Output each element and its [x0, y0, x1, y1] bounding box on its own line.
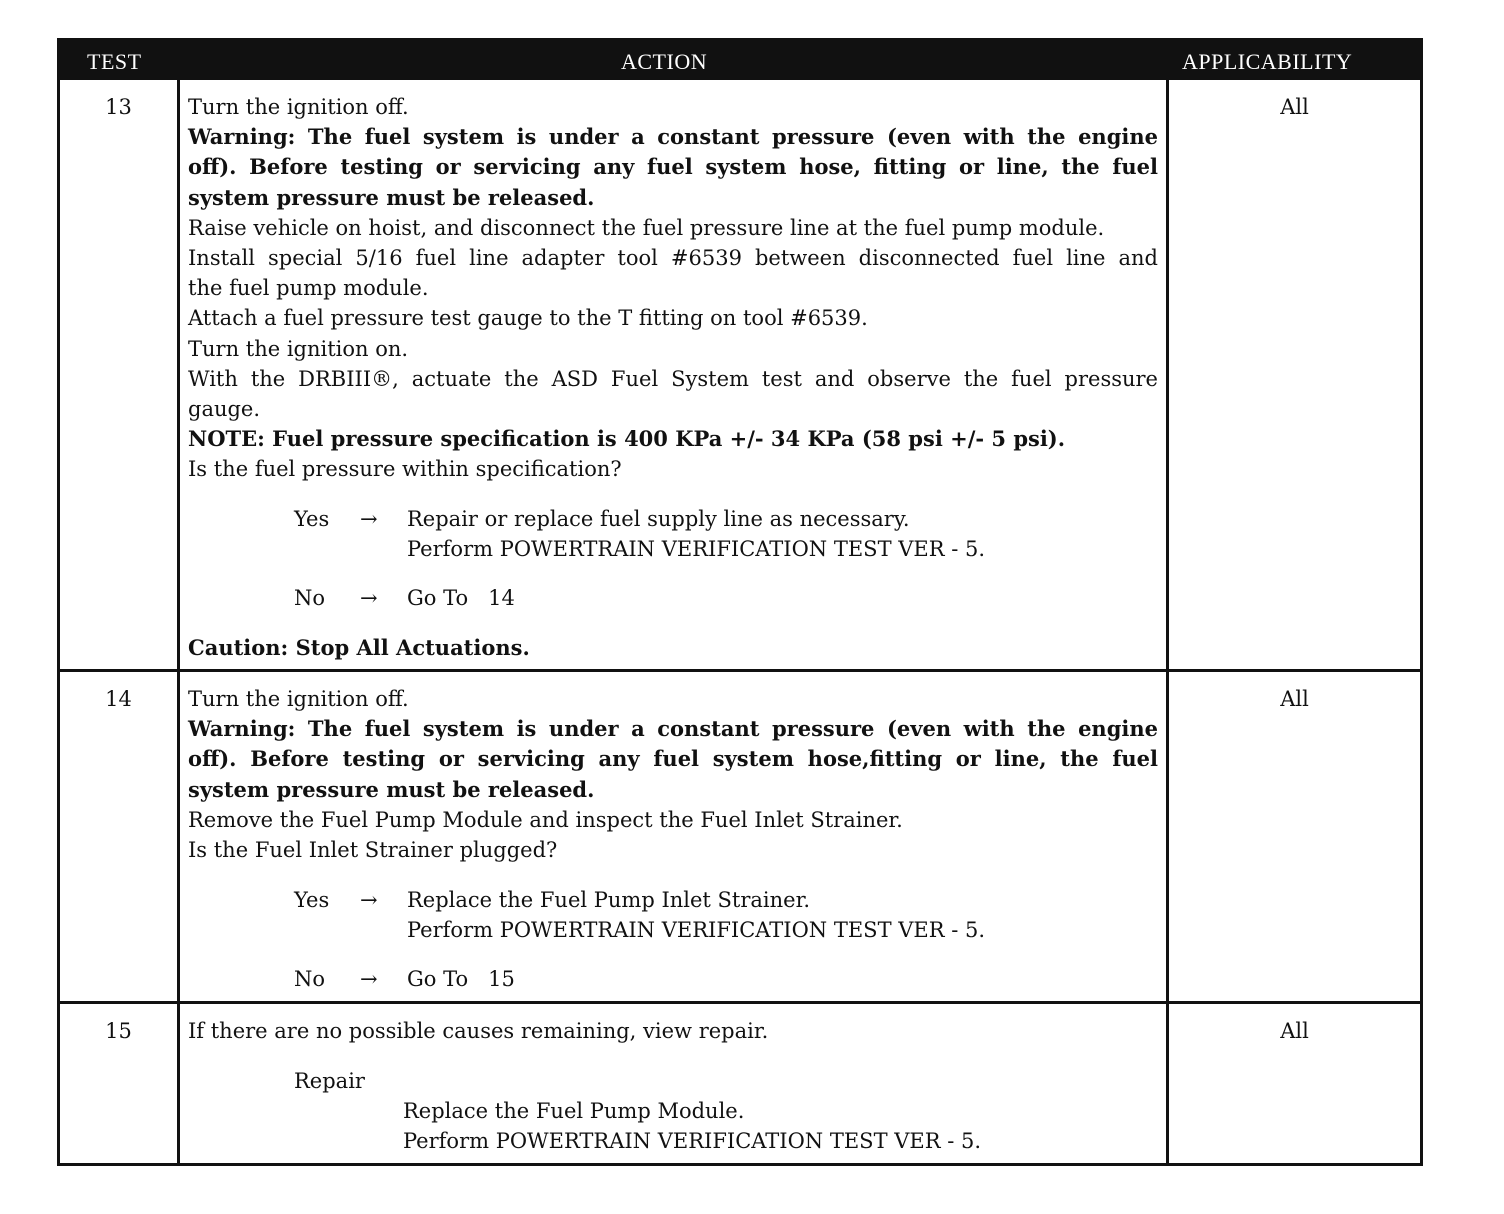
- yes-label: Yes: [294, 888, 330, 912]
- warning-line: Warning: The fuel system is under a constant pressure (even with the engine: [188, 716, 1158, 742]
- action-text: [188, 92, 1158, 485]
- no-label: No: [294, 967, 326, 991]
- diagnostic-test-table: [57, 38, 1423, 1166]
- action-line: gauge.: [188, 397, 261, 422]
- action-text: [188, 684, 1158, 865]
- arrow-icon: →: [360, 888, 378, 912]
- yes-result: Repair or replace fuel supply line as necessary.: [407, 507, 910, 531]
- no-result: Go To 14: [407, 586, 515, 610]
- action-line: Turn the ignition off.: [188, 687, 409, 711]
- action-line: Turn the ignition on.: [188, 336, 409, 361]
- warning-line: system pressure must be released.: [188, 184, 595, 210]
- arrow-icon: →: [360, 586, 378, 610]
- table-header: [60, 41, 1420, 80]
- repair-label: Repair: [294, 1069, 365, 1093]
- question-line: Is the fuel pressure within specification?: [188, 457, 622, 482]
- applicability-value: All: [1280, 687, 1309, 711]
- yes-label: Yes: [294, 507, 330, 531]
- action-line: the fuel pump module.: [188, 276, 429, 301]
- test-number: 14: [105, 687, 132, 711]
- action-line: Attach a fuel pressure test gauge to the T fitting on tool #6539.: [188, 306, 868, 331]
- test-number: 13: [105, 95, 132, 119]
- header-action: ACTION: [621, 49, 708, 74]
- action-line: With the DRBIII®, actuate the ASD Fuel System test and observe the fuel pressure: [188, 366, 1158, 391]
- warning-line: Warning: The fuel system is under a constant pressure (even with the engine: [188, 124, 1158, 150]
- repair-step: Perform POWERTRAIN VERIFICATION TEST VER - 5.: [403, 1129, 982, 1153]
- action-text: [188, 1016, 1158, 1046]
- action-line: Raise vehicle on hoist, and disconnect the fuel pressure line at the fuel pump module.: [188, 215, 1105, 240]
- question-line: Is the Fuel Inlet Strainer plugged?: [188, 838, 558, 863]
- yes-result: Perform POWERTRAIN VERIFICATION TEST VER - 5.: [407, 537, 986, 561]
- no-label: No: [294, 586, 326, 610]
- warning-line: system pressure must be released.: [188, 776, 595, 802]
- applicability-value: All: [1280, 95, 1309, 119]
- arrow-icon: →: [360, 507, 378, 531]
- action-line: Turn the ignition off.: [188, 95, 409, 119]
- action-line: Install special 5/16 fuel line adapter tool #6539 between disconnected fuel line and: [188, 246, 1158, 271]
- action-line: If there are no possible causes remaining, view repair.: [188, 1019, 769, 1043]
- caution-line: Caution: Stop All Actuations.: [188, 635, 530, 660]
- header-applicability: APPLICABILITY: [1182, 49, 1353, 74]
- row-divider: [60, 1001, 1420, 1004]
- test-number: 15: [105, 1019, 132, 1043]
- yes-result: Perform POWERTRAIN VERIFICATION TEST VER - 5.: [407, 918, 986, 942]
- note-line: NOTE: Fuel pressure specification is 400 KPa +/- 34 KPa (58 psi +/- 5 psi).: [188, 426, 1066, 452]
- no-result: Go To 15: [407, 967, 515, 991]
- action-line: Remove the Fuel Pump Module and inspect the Fuel Inlet Strainer.: [188, 807, 903, 832]
- header-test: TEST: [87, 49, 142, 74]
- warning-line: off). Before testing or servicing any fuel system hose,fitting or line, the fuel: [188, 746, 1158, 772]
- repair-step: Replace the Fuel Pump Module.: [403, 1099, 745, 1123]
- yes-result: Replace the Fuel Pump Inlet Strainer.: [407, 888, 810, 912]
- applicability-value: All: [1280, 1019, 1309, 1043]
- warning-line: off). Before testing or servicing any fuel system hose, fitting or line, the fuel: [188, 154, 1158, 180]
- arrow-icon: →: [360, 967, 378, 991]
- row-divider: [60, 669, 1420, 672]
